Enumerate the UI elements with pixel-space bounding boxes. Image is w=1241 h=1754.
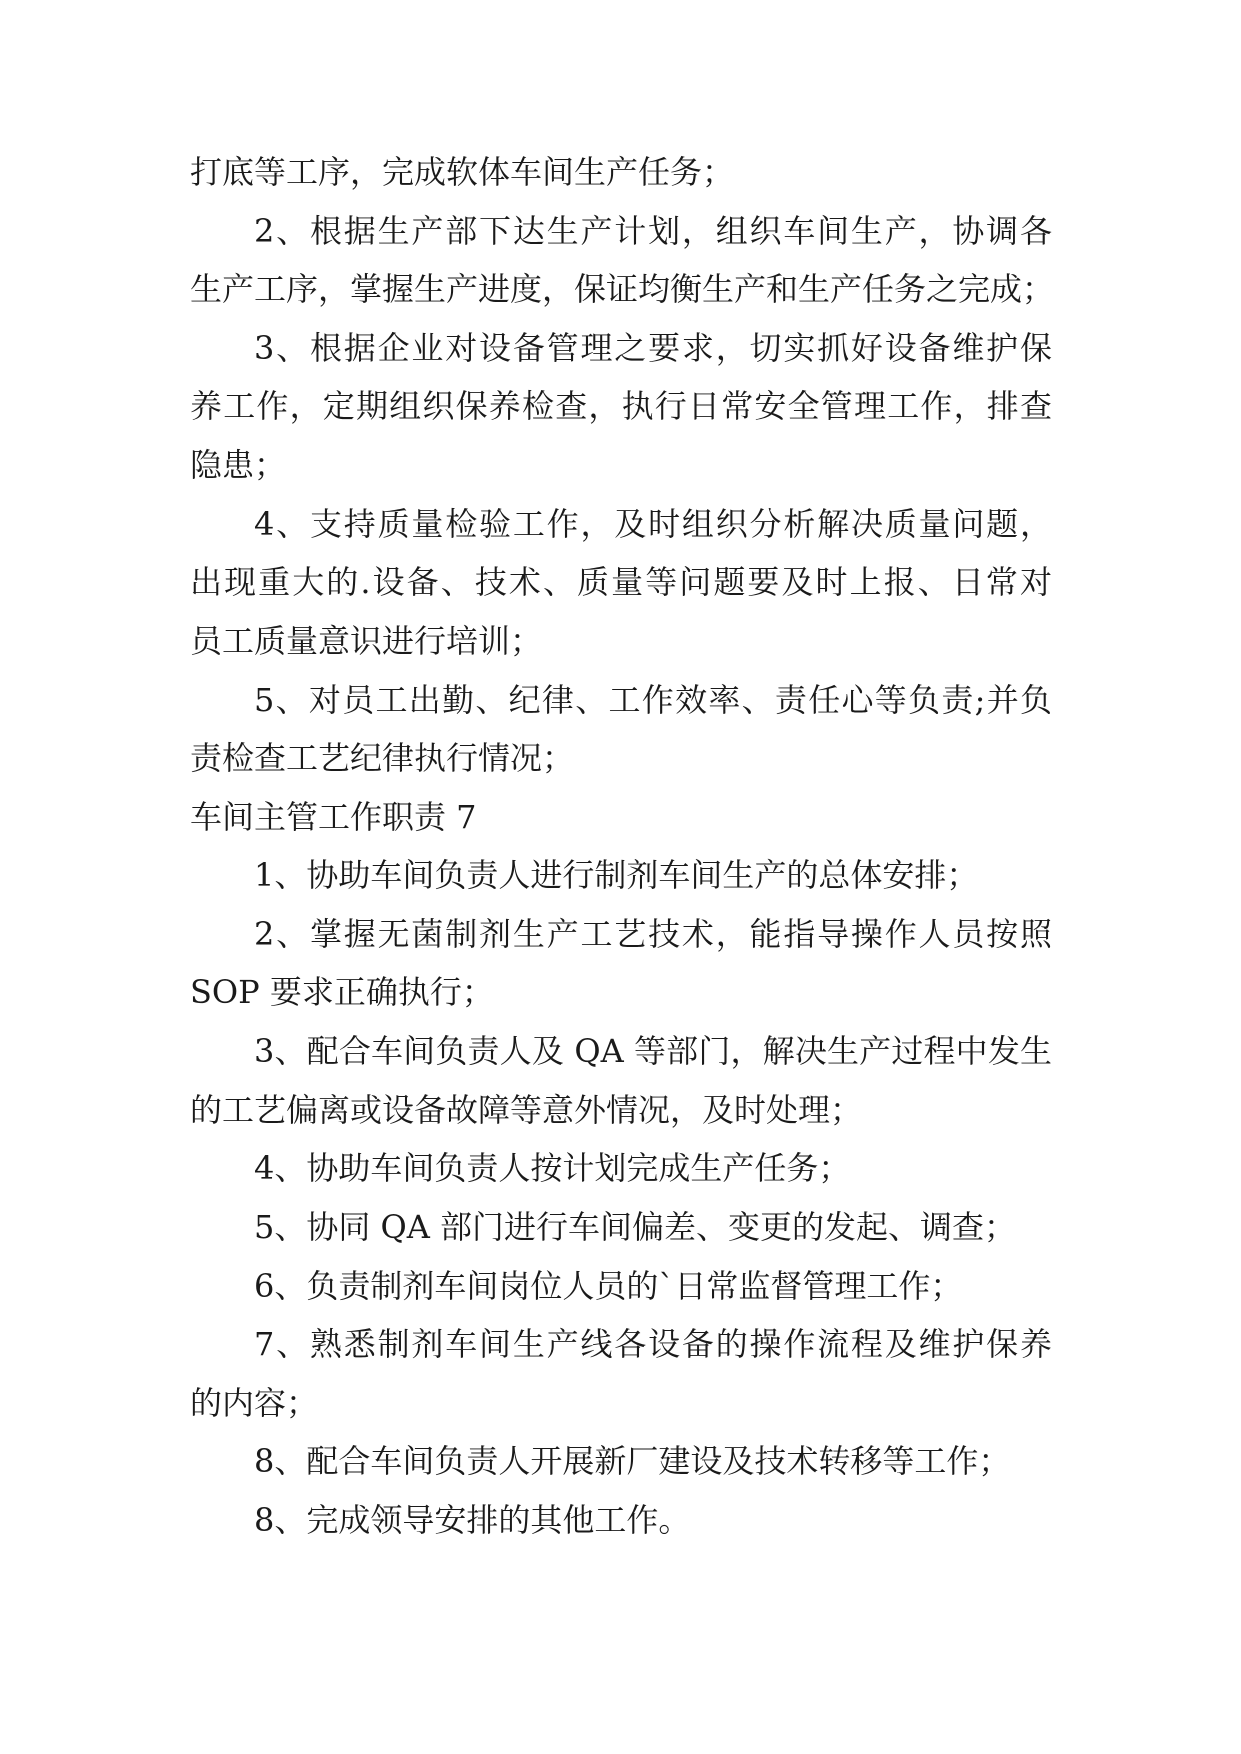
section-heading: 车间主管工作职责 7 [190, 798, 477, 836]
text-line: 出现重大的.设备、技术、质量等问题要及时上报、日常对 [190, 563, 1052, 601]
text-line: 1、协助车间负责人进行制剂车间生产的总体安排； [254, 856, 979, 894]
text-line: 5、协同 QA 部门进行车间偏差、变更的发起、调查； [254, 1208, 1017, 1246]
text-line: 3、根据企业对设备管理之要求，切实抓好设备维护保 [254, 329, 1052, 367]
text-line: 隐患； [190, 446, 287, 484]
text-line: 的内容； [190, 1384, 319, 1422]
text-line: 养工作，定期组织保养检查，执行日常安全管理工作，排查 [190, 387, 1052, 425]
text-line: 的工艺偏离或设备故障等意外情况，及时处理； [190, 1091, 863, 1129]
text-line: 责检查工艺纪律执行情况； [190, 739, 575, 777]
text-line: 7、熟悉制剂车间生产线各设备的操作流程及维护保养 [254, 1325, 1052, 1363]
text-line: SOP 要求正确执行； [190, 973, 494, 1011]
text-line: 6、负责制剂车间岗位人员的`日常监督管理工作； [254, 1267, 963, 1305]
text-line: 员工质量意识进行培训； [190, 622, 543, 660]
text-line: 3、配合车间负责人及 QA 等部门，解决生产过程中发生 [254, 1032, 1052, 1070]
text-line: 打底等工序，完成软体车间生产任务； [190, 153, 735, 191]
text-line: 4、支持质量检验工作，及时组织分析解决质量问题， [254, 505, 1052, 543]
text-line: 8、配合车间负责人开展新厂建设及技术转移等工作； [254, 1442, 1011, 1480]
text-line: 2、掌握无菌制剂生产工艺技术，能指导操作人员按照 [254, 915, 1052, 953]
text-line: 5、对员工出勤、纪律、工作效率、责任心等负责;并负 [254, 681, 1052, 719]
text-line: 8、完成领导安排的其他工作。 [254, 1501, 691, 1539]
text-line: 4、协助车间负责人按计划完成生产任务； [254, 1149, 851, 1187]
text-line: 生产工序，掌握生产进度，保证均衡生产和生产任务之完成； [190, 270, 1055, 308]
text-line: 2、根据生产部下达生产计划，组织车间生产，协调各 [254, 212, 1052, 250]
